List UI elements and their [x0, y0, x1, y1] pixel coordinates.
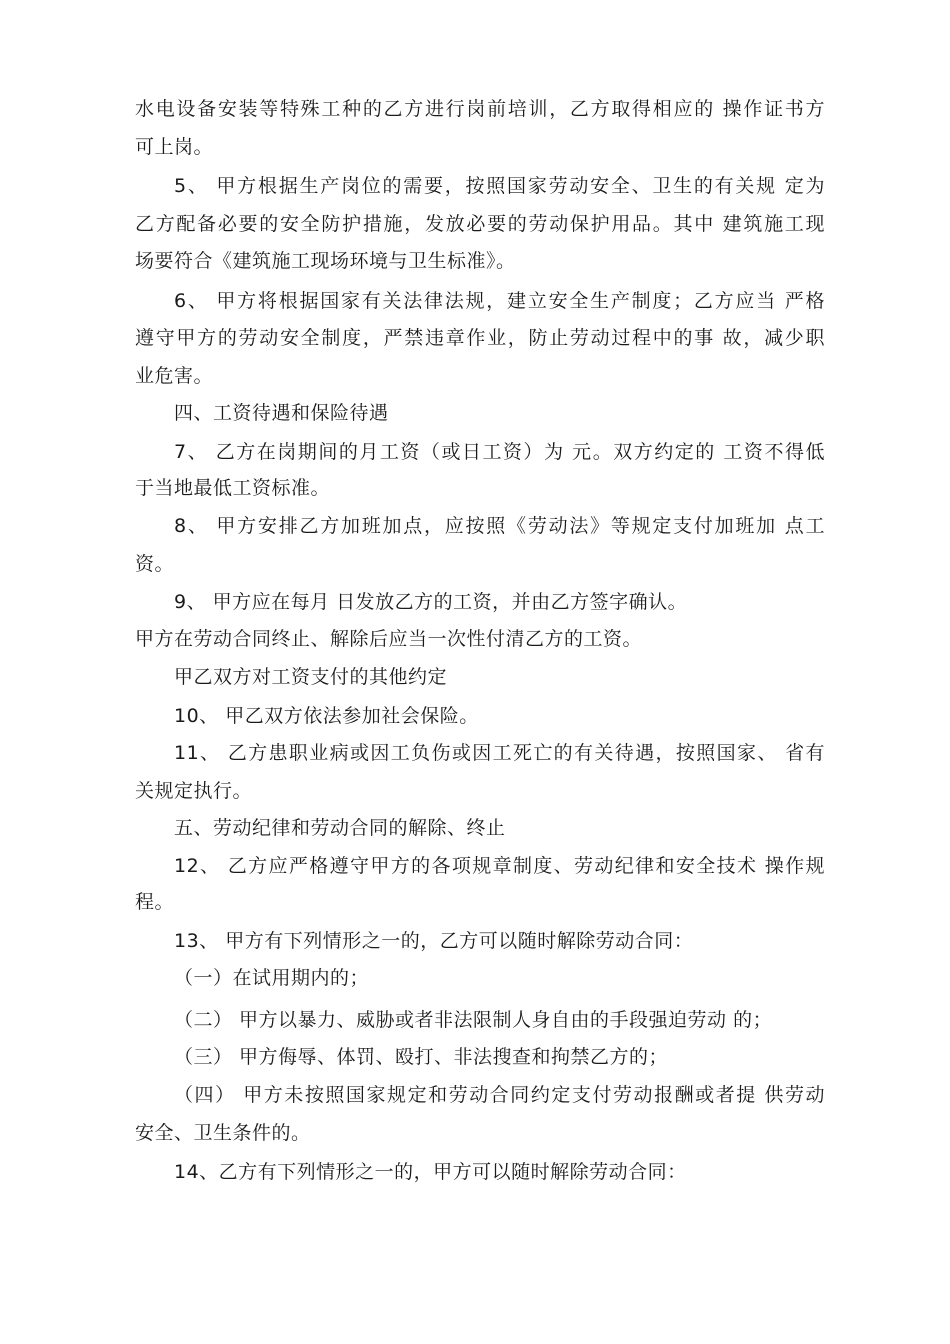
list-item-3: （三） 甲方侮辱、体罚、殴打、非法搜查和拘禁乙方的； [174, 1046, 669, 1068]
text-line: 水电设备安装等特殊工种的乙方进行岗前培训，乙方取得相应的 操作证书方 [135, 98, 825, 120]
text-line: 场要符合《建筑施工现场环境与卫生标准》。 [135, 250, 516, 272]
clause-13-line: 13、 甲方有下列情形之一的，乙方可以随时解除劳动合同： [174, 930, 694, 952]
text-line: 资。 [135, 553, 175, 575]
clause-8-line: 8、 甲方安排乙方加班加点，应按照《劳动法》等规定支付加班加 点工 [174, 515, 825, 537]
list-item-4: （四） 甲方未按照国家规定和劳动合同约定支付劳动报酬或者提 供劳动 [174, 1084, 825, 1106]
text-line: 可上岗。 [135, 136, 214, 158]
text-line: 甲乙双方对工资支付的其他约定 [174, 666, 448, 688]
text-line: 遵守甲方的劳动安全制度，严禁违章作业，防止劳动过程中的事 故，减少职 [135, 327, 825, 349]
clause-7-line: 7、 乙方在岗期间的月工资（或日工资）为 元。双方约定的 工资不得低 [174, 441, 825, 463]
list-item-2: （二） 甲方以暴力、威胁或者非法限制人身自由的手段强迫劳动 的； [174, 1009, 773, 1031]
text-line: 安全、卫生条件的。 [135, 1122, 311, 1144]
clause-12-line: 12、 乙方应严格遵守甲方的各项规章制度、劳动纪律和安全技术 操作规 [174, 855, 825, 877]
text-line: 程。 [135, 891, 175, 913]
section-heading-4: 四、工资待遇和保险待遇 [174, 402, 389, 424]
text-line: 关规定执行。 [135, 780, 253, 802]
list-item-1: （一）在试用期内的； [174, 967, 370, 989]
clause-11-line: 11、 乙方患职业病或因工负伤或因工死亡的有关待遇，按照国家、 省有 [174, 742, 825, 764]
text-line: 于当地最低工资标准。 [135, 477, 331, 499]
clause-14-line: 14、乙方有下列情形之一的，甲方可以随时解除劳动合同： [174, 1161, 687, 1183]
section-heading-5: 五、劳动纪律和劳动合同的解除、终止 [174, 817, 506, 839]
clause-6-line: 6、 甲方将根据国家有关法律法规，建立安全生产制度；乙方应当 严格 [174, 290, 825, 312]
clause-10-line: 10、 甲乙双方依法参加社会保险。 [174, 705, 479, 727]
clause-5-line: 5、 甲方根据生产岗位的需要，按照国家劳动安全、卫生的有关规 定为 [174, 175, 825, 197]
text-line: 业危害。 [135, 365, 214, 387]
clause-9-line: 9、 甲方应在每月 日发放乙方的工资，并由乙方签字确认。 [174, 591, 688, 613]
text-line: 乙方配备必要的安全防护措施，发放必要的劳动保护用品。其中 建筑施工现 [135, 213, 825, 235]
text-line: 甲方在劳动合同终止、解除后应当一次性付清乙方的工资。 [135, 628, 643, 650]
